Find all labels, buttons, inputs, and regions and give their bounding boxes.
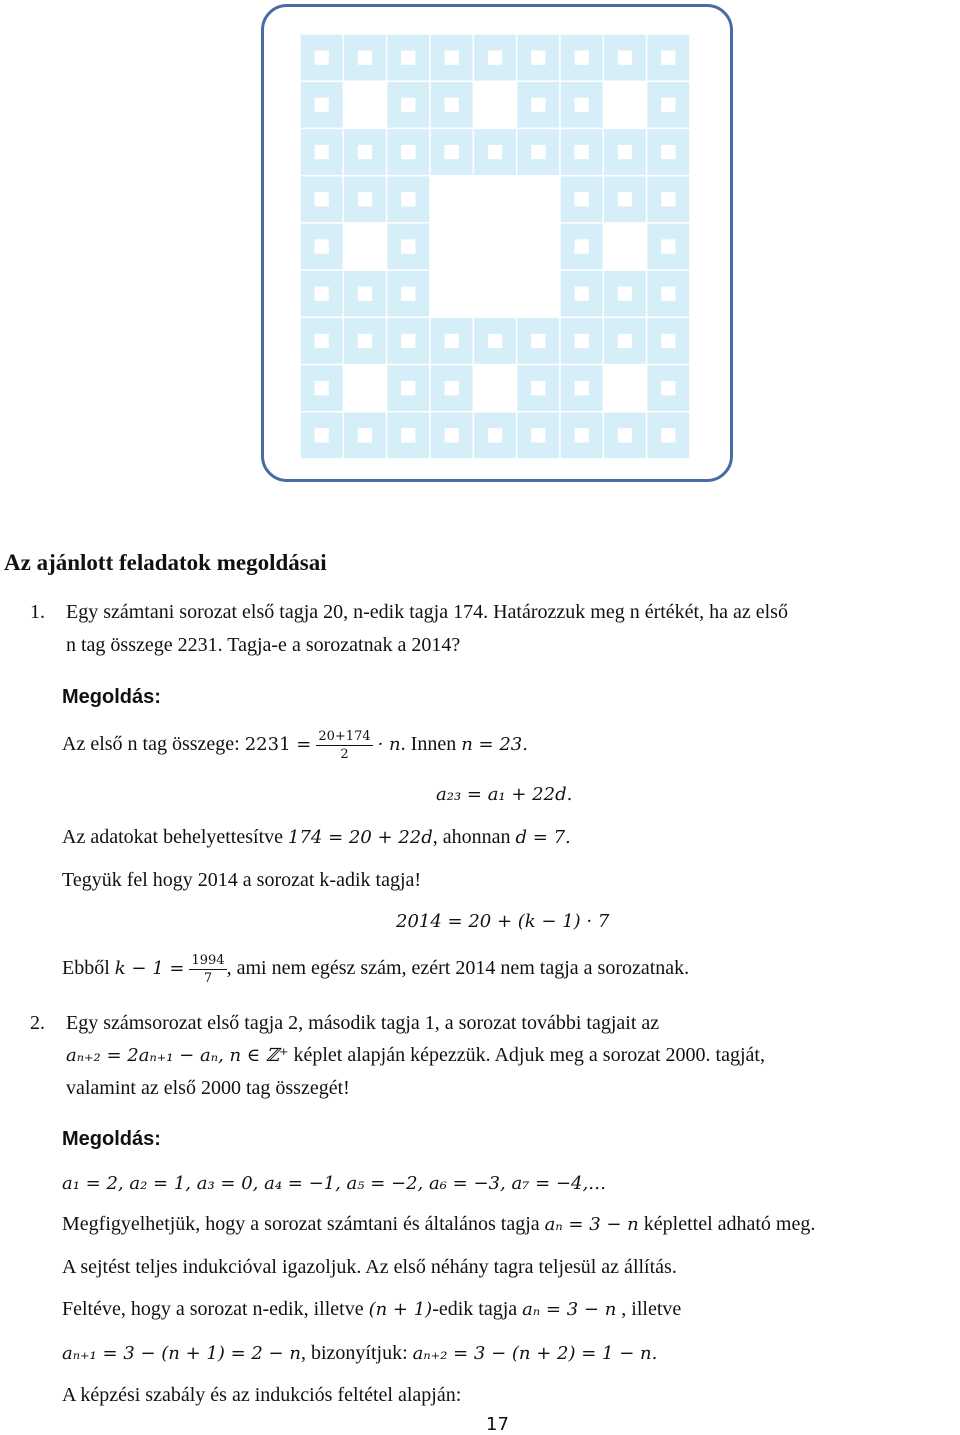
carpet-hole [430, 176, 473, 223]
ebbol-line [62, 948, 689, 989]
carpet-hole [473, 176, 516, 223]
observe-line [62, 1213, 815, 1236]
carpet-inner-square [661, 192, 675, 206]
carpet-hole [517, 176, 560, 223]
carpet-inner-square [488, 334, 502, 348]
carpet-hole [517, 223, 560, 270]
sum-text-b: . Innen [400, 733, 462, 755]
carpet-inner-square [488, 50, 502, 64]
observe-formula: aₙ = 3 − n [544, 1214, 639, 1235]
carpet-inner-square [401, 192, 415, 206]
carpet-hole [343, 223, 386, 270]
carpet-inner-square [531, 428, 545, 442]
suppose-line: Tegyük fel hogy 2014 a sorozat k-adik tagja! [62, 869, 422, 891]
carpet-inner-square [315, 145, 329, 159]
carpet-inner-square [445, 145, 459, 159]
carpet-inner-square [661, 145, 675, 159]
carpet-inner-square [661, 50, 675, 64]
page-title: Az ajánlott feladatok megoldásai [4, 550, 327, 575]
next-formula: aₙ₊₁ = 3 − (n + 1) = 2 − n [62, 1343, 301, 1364]
problem2-solution-label: Megoldás: [62, 1128, 161, 1150]
carpet-inner-square [575, 145, 589, 159]
sum-frac-num: 20+174 [318, 728, 371, 744]
sum-frac-den: 2 [340, 746, 349, 762]
assume-line [62, 1298, 681, 1321]
carpet-inner-square [315, 334, 329, 348]
carpet-inner-square [445, 428, 459, 442]
carpet-inner-square [358, 428, 372, 442]
assume-formula1: (n + 1) [368, 1299, 433, 1320]
assume-text-a: Feltéve, hogy a sorozat n-edik, illetve [62, 1298, 369, 1320]
carpet-hole [473, 223, 516, 270]
carpet-inner-square [575, 381, 589, 395]
carpet-inner-square [358, 287, 372, 301]
d-value: d = 7. [515, 827, 571, 848]
carpet-inner-square [315, 287, 329, 301]
carpet-inner-square [618, 287, 632, 301]
subst-eq: 174 = 20 + 22d [288, 827, 433, 848]
induction-line: A sejtést teljes indukcióval igazoljuk. Az első néhány tagra teljesül az állítás. [62, 1256, 677, 1278]
carpet-hole [473, 365, 516, 412]
carpet-inner-square [661, 287, 675, 301]
observe-text-b: képlettel adható meg. [638, 1213, 816, 1235]
carpet-inner-square [575, 334, 589, 348]
carpet-inner-square [315, 428, 329, 442]
carpet-inner-square [575, 50, 589, 64]
carpet-inner-square [401, 287, 415, 301]
a23-formula: a₂₃ = a₁ + 22d. [436, 784, 573, 805]
carpet-hole [603, 365, 646, 412]
sum-text-a: Az első n tag összege: [62, 733, 245, 755]
carpet-inner-square [358, 50, 372, 64]
problem2-line2b: képlet alapján képezzük. Adjuk meg a sorozat 2000. tagját, [288, 1044, 765, 1066]
carpet-inner-square [531, 50, 545, 64]
carpet-inner-square [401, 145, 415, 159]
k-frac-den: 7 [203, 970, 213, 986]
problem1-number: 1. [30, 601, 45, 623]
problem2-line3: valamint az első 2000 tag összegét! [66, 1077, 350, 1099]
carpet-hole [473, 81, 516, 128]
carpet-hole [603, 81, 646, 128]
carpet-hole [343, 81, 386, 128]
page-number: 17 [486, 1414, 509, 1435]
n-value: n = 23. [461, 734, 528, 755]
carpet-inner-square [531, 334, 545, 348]
recurrence-formula: aₙ₊₂ = 2aₙ₊₁ − aₙ, n ∈ ℤ⁺ [66, 1045, 289, 1066]
k-frac-num: 1994 [191, 952, 225, 968]
problem1-line2: n tag összege 2231. Tagja-e a sorozatnak a 2014? [66, 634, 461, 656]
carpet-inner-square [315, 192, 329, 206]
carpet-inner-square [531, 98, 545, 112]
sum-eq-rhs: · n [377, 734, 401, 755]
next-line [62, 1342, 657, 1365]
problem2-line2 [66, 1044, 765, 1067]
carpet-inner-square [575, 98, 589, 112]
carpet-inner-square [315, 381, 329, 395]
carpet-inner-square [661, 98, 675, 112]
carpet-inner-square [445, 381, 459, 395]
sum-eq-lhs: 2231 = [244, 734, 312, 755]
carpet-inner-square [575, 287, 589, 301]
observe-text-a: Megfigyelhetjük, hogy a sorozat számtani és általános tagja [62, 1213, 545, 1235]
carpet-inner-square [488, 428, 502, 442]
problem1-solution-label: Megoldás: [62, 686, 161, 708]
carpet-inner-square [401, 381, 415, 395]
next-formula2: aₙ₊₂ = 3 − (n + 2) = 1 − n. [412, 1343, 658, 1364]
carpet-inner-square [618, 428, 632, 442]
sum-fraction [316, 728, 372, 763]
carpet-inner-square [401, 50, 415, 64]
carpet-inner-square [315, 239, 329, 253]
carpet-inner-square [445, 98, 459, 112]
next-text: , bizonyítjuk: [300, 1342, 413, 1364]
carpet-inner-square [661, 239, 675, 253]
carpet-inner-square [575, 239, 589, 253]
carpet-inner-square [315, 50, 329, 64]
carpet-inner-square [358, 192, 372, 206]
last-line: A képzési szabály és az indukciós feltétel alapján: [62, 1384, 462, 1406]
subst-text-b: , ahonnan [432, 826, 516, 848]
carpet-hole [343, 365, 386, 412]
carpet-inner-square [661, 334, 675, 348]
problem1-sum-line [62, 724, 528, 765]
subst-text: Az adatokat behelyettesítve [62, 826, 289, 848]
carpet-hole [517, 270, 560, 317]
assume-text-b: -edik tagja [432, 1298, 523, 1320]
carpet-inner-square [575, 192, 589, 206]
carpet-inner-square [531, 145, 545, 159]
carpet-hole [473, 270, 516, 317]
carpet-inner-square [401, 98, 415, 112]
carpet-hole [603, 223, 646, 270]
carpet-inner-square [618, 145, 632, 159]
carpet-inner-square [315, 98, 329, 112]
carpet-inner-square [618, 192, 632, 206]
k-lhs: k − 1 = [114, 958, 185, 979]
carpet-inner-square [358, 145, 372, 159]
carpet-inner-square [445, 50, 459, 64]
carpet-inner-square [401, 334, 415, 348]
problem1-line1: Egy számtani sorozat első tagja 20, n-edik tagja 174. Határozzuk meg n értékét, ha az első [66, 601, 788, 623]
carpet-inner-square [358, 334, 372, 348]
assume-text-c: , illetve [616, 1298, 682, 1320]
sierpinski-carpet-icon [300, 34, 690, 459]
carpet-inner-square [618, 50, 632, 64]
carpet-inner-square [445, 334, 459, 348]
carpet-hole [430, 223, 473, 270]
carpet-inner-square [575, 428, 589, 442]
carpet-inner-square [661, 381, 675, 395]
carpet-inner-square [618, 334, 632, 348]
k-conclusion: , ami nem egész szám, ezért 2014 nem tagja a sorozatnak. [226, 957, 690, 979]
terms-line: a₁ = 2, a₂ = 1, a₃ = 0, a₄ = −1, a₅ = −2, a₆ = −3, a₇ = −4,… [62, 1173, 607, 1194]
problem2-line1: Egy számsorozat első tagja 2, második tagja 1, a sorozat további tagjait az [66, 1012, 660, 1034]
carpet-inner-square [401, 239, 415, 253]
k-equation: 2014 = 20 + (k − 1) · 7 [396, 911, 610, 932]
subst-line [62, 826, 571, 849]
carpet-inner-square [531, 381, 545, 395]
problem2-number: 2. [30, 1012, 45, 1034]
carpet-hole [430, 270, 473, 317]
carpet-inner-square [488, 145, 502, 159]
k-fraction [189, 952, 226, 987]
carpet-inner-square [401, 428, 415, 442]
carpet-inner-square [661, 428, 675, 442]
assume-formula2: aₙ = 3 − n [522, 1299, 617, 1320]
ebbol-text: Ebből [62, 957, 115, 979]
